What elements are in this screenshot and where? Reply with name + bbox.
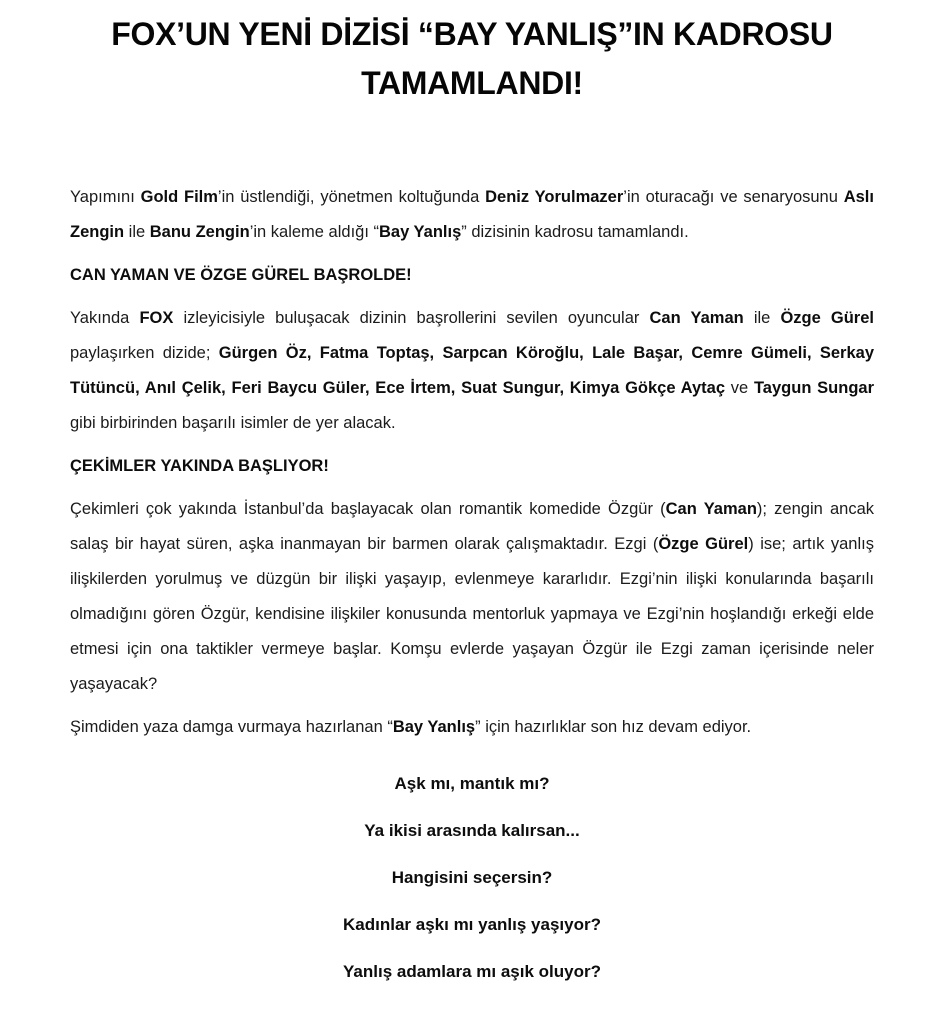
text-run: ” için hazırlıklar son hız devam ediyor. xyxy=(475,718,752,736)
heading-lead-cast: CAN YAMAN VE ÖZGE GÜREL BAŞROLDE! xyxy=(70,266,412,284)
tagline-stuck-between: Ya ikisi arasında kalırsan... xyxy=(364,821,580,840)
heading-filming-start: ÇEKİMLER YAKINDA BAŞLIYOR! xyxy=(70,457,329,475)
tagline-love-or-logic: Aşk mı, mantık mı? xyxy=(394,774,550,793)
text-run: ) ise; artık yanlış ilişkilerden yorulmuş ve düzgün bir ilişki yaşayıp, evlenmeye kararlıdır. Ezgi’nin ilişki konularında başarılı olmadığını gören Özgür, kendisine ilişkiler konusunda mentorluk yapmaya ve Ezgi’nin hoşlandığı erkeği elde etmesi için ona taktikler vermeye başlar. Komşu evlerde yaşayan Özgür ile Ezgi zaman içerisinde neler yaşayacak? xyxy=(70,535,874,693)
bold-text-run: Özge Gürel xyxy=(780,309,874,327)
bold-text-run: Özge Gürel xyxy=(658,535,749,553)
bold-text-run: Aslı Zengin xyxy=(70,188,874,241)
text-run: Şimdiden yaza damga vurmaya hazırlanan “ xyxy=(70,718,393,736)
bold-text-run: Taygun Sungar xyxy=(753,379,874,397)
text-run: Yapımını xyxy=(70,188,141,206)
title-line-2: TAMAMLANDI! xyxy=(361,65,583,101)
paragraph-production-credits xyxy=(70,180,874,250)
title-line-1: FOX’UN YENİ DİZİSİ “BAY YANLIŞ”IN KADROSU xyxy=(111,16,833,52)
text-run: ile xyxy=(124,223,150,241)
text-run: gibi birbirinden başarılı isimler de yer alacak. xyxy=(70,414,396,432)
document-title xyxy=(70,10,874,108)
bold-text-run: Can Yaman xyxy=(649,309,744,327)
bold-text-run: Gold Film xyxy=(140,188,218,206)
text-run: ” dizisinin kadrosu tamamlandı. xyxy=(461,223,689,241)
text-run: izleyicisiyle buluşacak dizinin başrollerini sevilen oyuncular xyxy=(173,309,650,327)
tagline-women-love-wrong: Kadınlar aşkı mı yanlış yaşıyor? xyxy=(343,915,601,934)
text-run: paylaşırken dizide; xyxy=(70,344,219,362)
text-run: ); zengin ancak salaş bir hayat süren, aşka inanmayan bir barmen olarak çalışmaktadır. Ezgi ( xyxy=(70,500,874,553)
text-run: ’in üstlendiği, yönetmen koltuğunda xyxy=(217,188,486,206)
bold-text-run: Deniz Yorulmazer xyxy=(485,188,624,206)
text-run: ve xyxy=(725,379,754,397)
text-run: ile xyxy=(743,309,781,327)
text-run: Çekimleri çok yakında İstanbul’da başlayacak olan romantik komedide Özgür ( xyxy=(70,500,666,518)
text-run: ’in kaleme aldığı “ xyxy=(249,223,379,241)
bold-text-run: FOX xyxy=(139,309,174,327)
tagline-wrong-men: Yanlış adamlara mı aşık oluyor? xyxy=(343,962,601,981)
tagline-section xyxy=(70,766,874,989)
tagline-which-choose: Hangisini seçersin? xyxy=(391,868,553,887)
bold-text-run: Bay Yanlış xyxy=(379,223,462,241)
text-run: Yakında xyxy=(70,309,140,327)
bold-text-run: Banu Zengin xyxy=(149,223,250,241)
bold-text-run: Bay Yanlış xyxy=(392,718,476,736)
text-run: ’in oturacağı ve senaryosunu xyxy=(623,188,844,206)
bold-text-run: Gürgen Öz, Fatma Toptaş, Sarpcan Köroğlu, Lale Başar, Cemre Gümeli, Serkay Tütüncü, Anıl Çelik, Feri Baycu Güler, Ece İrtem, Suat Sungur, Kimya Gökçe Aytaç xyxy=(70,344,874,397)
paragraph-synopsis xyxy=(70,492,874,702)
paragraph-cast-list xyxy=(70,301,874,441)
paragraph-closing xyxy=(70,710,874,745)
bold-text-run: Can Yaman xyxy=(665,500,757,518)
